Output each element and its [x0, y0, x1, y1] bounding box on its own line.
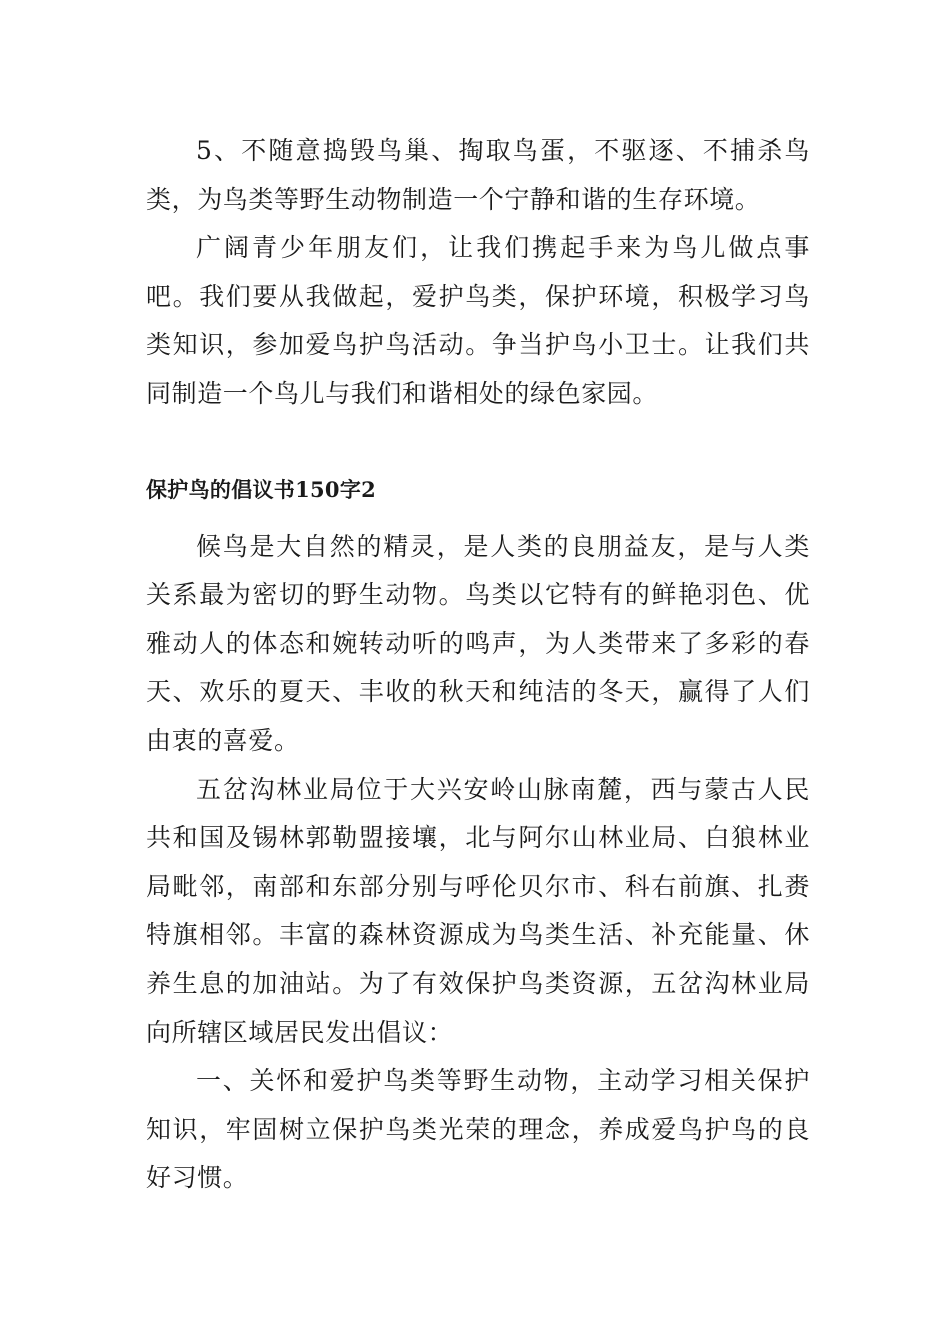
spacer	[146, 419, 810, 475]
document-body	[146, 127, 810, 1203]
spacer	[146, 505, 810, 523]
paragraph-rule-5: 5、不随意捣毁鸟巢、掏取鸟蛋，不驱逐、不捕杀鸟类，为鸟类等野生动物制造一个宁静和谐的生存环境。	[146, 136, 810, 214]
paragraph-proposal-1: 一、关怀和爱护鸟类等野生动物，主动学习相关保护知识，牢固树立保护鸟类光荣的理念，养成爱鸟护鸟的良好习惯。	[146, 1066, 810, 1193]
paragraph-call-to-youth: 广阔青少年朋友们，让我们携起手来为鸟儿做点事吧。我们要从我做起，爱护鸟类，保护环境，积极学习鸟类知识，参加爱鸟护鸟活动。争当护鸟小卫士。让我们共同制造一个鸟儿与我们和谐相处的绿色家园。	[146, 233, 810, 408]
paragraph-wuchagou-forestry: 五岔沟林业局位于大兴安岭山脉南麓，西与蒙古人民共和国及锡林郭勒盟接壤，北与阿尔山林业局、白狼林业局毗邻，南部和东部分别与呼伦贝尔市、科右前旗、扎赉特旗相邻。丰富的森林资源成为鸟类生活、补充能量、休养生息的加油站。为了有效保护鸟类资源，五岔沟林业局向所辖区域居民发出倡议：	[146, 774, 810, 1047]
section-heading: 保护鸟的倡议书150字2	[146, 476, 377, 502]
paragraph-migratory-birds: 候鸟是大自然的精灵，是人类的良朋益友，是与人类关系最为密切的野生动物。鸟类以它特有的鲜艳羽色、优雅动人的体态和婉转动听的鸣声，为人类带来了多彩的春天、欢乐的夏天、丰收的秋天和纯洁的冬天，赢得了人们由衷的喜爱。	[146, 531, 810, 755]
